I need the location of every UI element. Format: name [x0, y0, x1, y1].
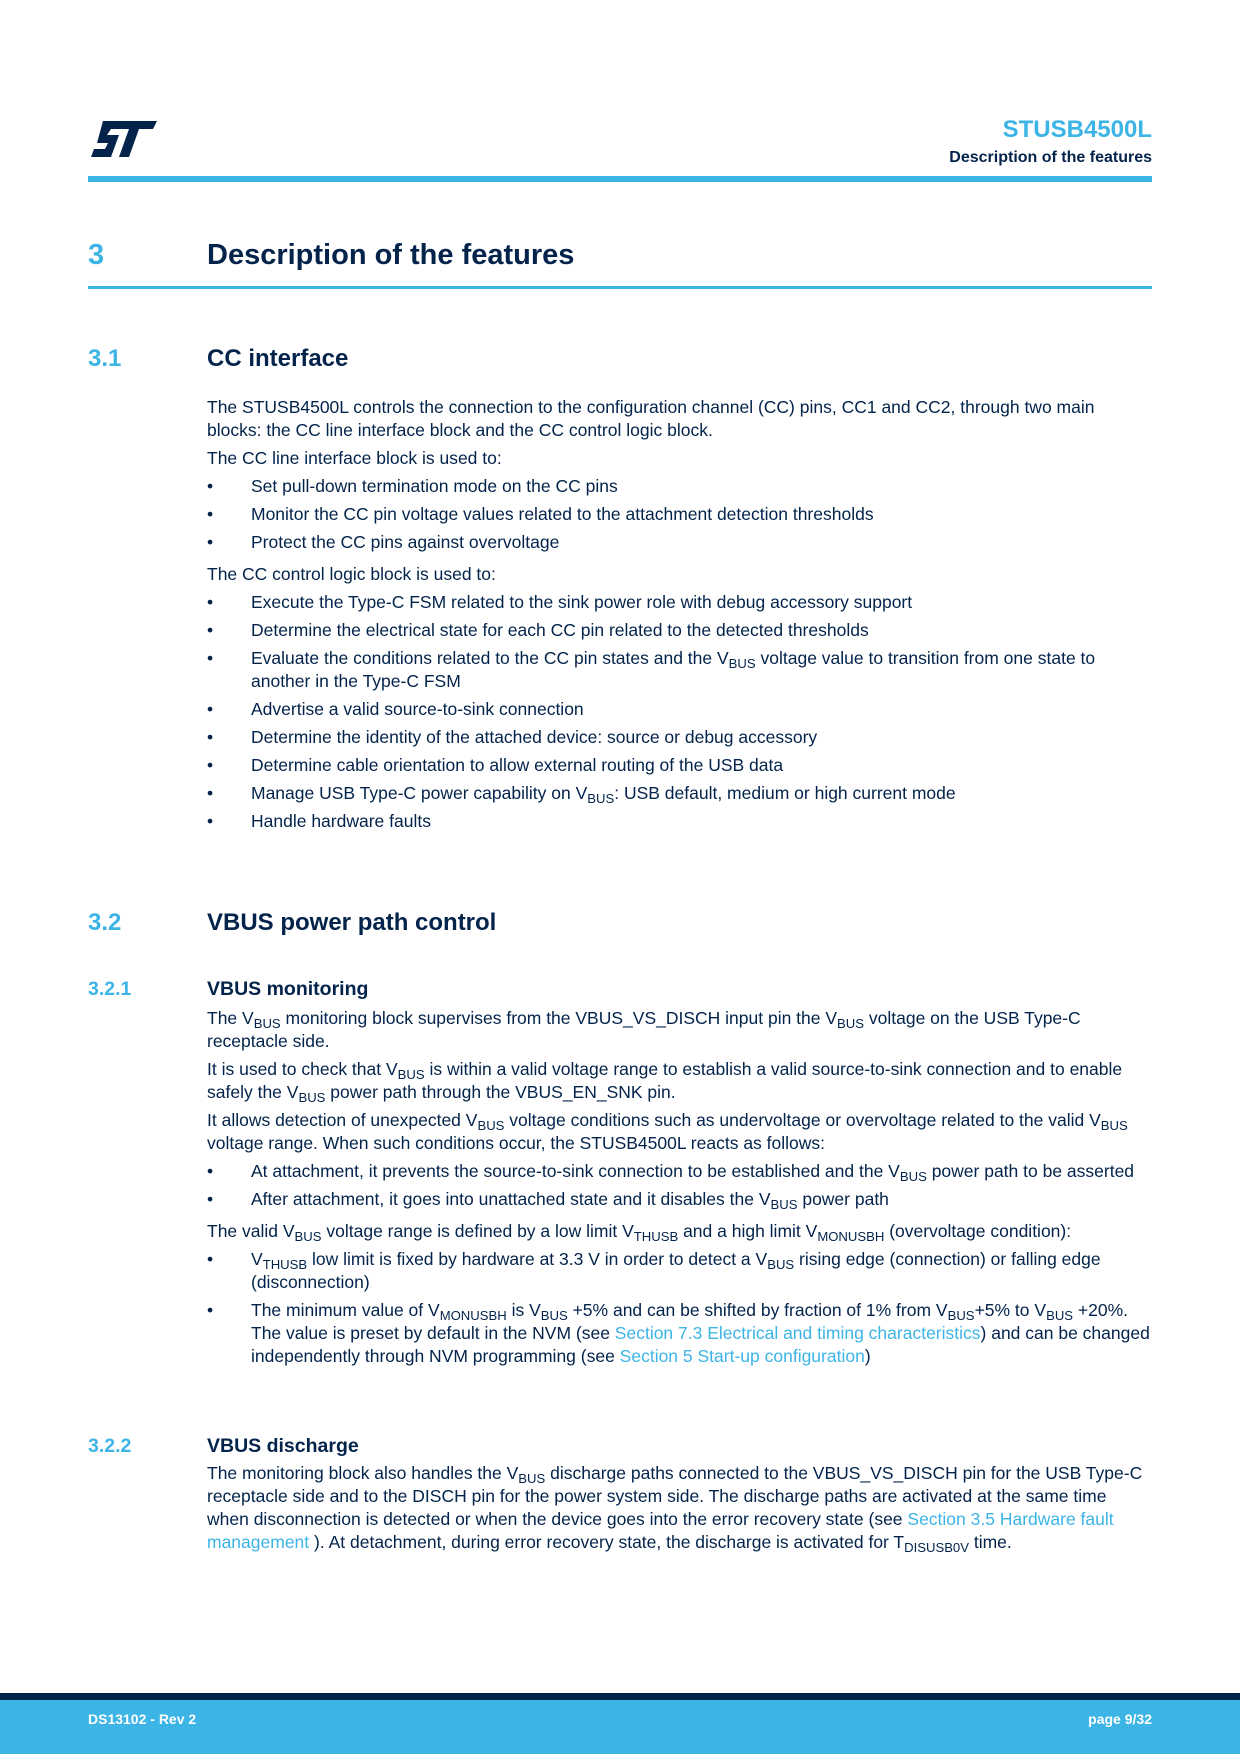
doc-subtitle: Description of the features: [949, 149, 1152, 166]
chapter-number: 3: [88, 239, 105, 271]
bullet-icon: •: [207, 783, 214, 803]
bullet-icon: •: [207, 1161, 214, 1181]
bullet-icon: •: [207, 1249, 214, 1269]
section-3-5-link[interactable]: Section 3.5 Hardware fault management: [207, 1509, 1114, 1552]
bullet-icon: •: [207, 727, 214, 747]
bullet-icon: •: [207, 648, 214, 668]
bullet-icon: •: [207, 1300, 214, 1320]
paragraph: The CC control logic block is used to:: [207, 564, 496, 584]
list-item: • Evaluate the conditions related to the CC pin states and the $V_{BUS}$ voltage value to transition from one state to another in the Type-C FSM: [207, 648, 1096, 691]
bullet-list: [207, 1160, 1152, 1211]
doc-title: STUSB4500L: [1002, 116, 1152, 143]
section-title: VBUS power path control: [207, 909, 497, 936]
paragraph: The valid $V_{BUS}$ voltage range is defined by a low limit $V_{THUSB}$ and a high limit $V_{MONUSBH}$ (overvoltage condition):: [207, 1221, 1072, 1244]
bullet-icon: •: [207, 1189, 214, 1209]
list-item: • Determine the identity of the attached device: source or debug accessory: [207, 727, 818, 747]
section-body-3-1: [207, 396, 1152, 842]
list-item: • $V_{THUSB}$ low limit is fixed by hardware at 3.3 V in order to detect a $V_{BUS}$ rising edge (connection) or falling edge (disconnection): [207, 1249, 1101, 1292]
section-title: VBUS monitoring: [207, 978, 369, 1000]
bullet-icon: •: [207, 504, 214, 524]
list-item: • Handle hardware faults: [207, 811, 431, 831]
section-title: VBUS discharge: [207, 1435, 359, 1457]
doc-id: DS13102 - Rev 2: [88, 1711, 197, 1727]
bullet-icon: •: [207, 620, 214, 640]
list-item: • After attachment, it goes into unattached state and it disables the $V_{BUS}$ power path: [207, 1189, 889, 1212]
list-item: • Monitor the CC pin voltage values related to the attachment detection thresholds: [207, 504, 874, 524]
section-number: 3.2.1: [88, 978, 132, 1000]
page-number: page 9/32: [1088, 1711, 1152, 1727]
bullet-list: [207, 591, 1152, 833]
bullet-list: [207, 475, 1152, 554]
section-7-3-link[interactable]: Section 7.3 Electrical and timing characteristics: [614, 1323, 981, 1343]
list-item: • Advertise a valid source-to-sink connection: [207, 699, 584, 719]
bullet-icon: •: [207, 592, 214, 612]
section-title: CC interface: [207, 345, 349, 372]
list-item: • Protect the CC pins against overvoltage: [207, 532, 560, 552]
paragraph: The monitoring block also handles the $V_{BUS}$ discharge paths connected to the VBUS_VS_DISCH pin for the USB Type-C receptacle side and to the DISCH pin for the power system side. The discharge paths are activated at the same time when disconnection is detected or when the device goes into the error recovery state (see Section 3.5 Hardware fault management ). At detachment, during error recovery state, the discharge is activated for $T_{DISUSB0V}$ time.: [207, 1463, 1143, 1555]
section-number: 3.1: [88, 345, 122, 372]
list-item: • Execute the Type-C FSM related to the sink power role with debug accessory support: [207, 592, 913, 612]
st-logo: [89, 119, 159, 159]
chapter-heading: [88, 236, 1152, 289]
paragraph: The $V_{BUS}$ monitoring block supervises from the VBUS_VS_DISCH input pin the $V_{BUS}$ voltage on the USB Type-C receptacle side.: [207, 1008, 1081, 1051]
bullet-icon: •: [207, 532, 214, 552]
section-body-3-2-2: [207, 1462, 1152, 1559]
list-item: • Manage USB Type-C power capability on $V_{BUS}$: USB default, medium or high current mode: [207, 783, 956, 806]
header-rule: [88, 176, 1152, 182]
paragraph: It is used to check that $V_{BUS}$ is within a valid voltage range to establish a valid source-to-sink connection and to enable safely the $V_{BUS}$ power path through the VBUS_EN_SNK pin.: [207, 1059, 1123, 1105]
bullet-icon: •: [207, 476, 214, 496]
bullet-icon: •: [207, 699, 214, 719]
paragraph: The CC line interface block is used to:: [207, 448, 502, 468]
footer: [0, 1700, 1240, 1754]
list-item: • At attachment, it prevents the source-to-sink connection to be established and the $V_{BUS}$ power path to be asserted: [207, 1161, 1135, 1184]
section-body-3-2-1: [207, 1007, 1152, 1377]
list-item: • Determine cable orientation to allow external routing of the USB data: [207, 755, 784, 775]
chapter-title: Description of the features: [207, 239, 575, 271]
section-5-link[interactable]: Section 5 Start-up configuration: [619, 1346, 865, 1366]
bullet-icon: •: [207, 755, 214, 775]
section-number: 3.2: [88, 909, 122, 936]
section-number: 3.2.2: [88, 1435, 132, 1457]
list-item: • Determine the electrical state for each CC pin related to the detected thresholds: [207, 620, 869, 640]
paragraph: It allows detection of unexpected $V_{BUS}$ voltage conditions such as undervoltage or overvoltage related to the valid $V_{BUS}$ voltage range. When such conditions occur, the STUSB4500L reacts as follows:: [207, 1110, 1128, 1153]
bullet-list: [207, 1248, 1152, 1368]
paragraph: The STUSB4500L controls the connection to the configuration channel (CC) pins, CC1 and CC2, through two main blocks: the CC line interface block and the CC control logic block.: [207, 397, 1095, 440]
footer-rule: [0, 1693, 1240, 1700]
bullet-icon: •: [207, 811, 214, 831]
list-item: • Set pull-down termination mode on the CC pins: [207, 476, 618, 496]
list-item: • The minimum value of $V_{MONUSBH}$ is $V_{BUS} +5\%$ and can be shifted by fraction of 1% from $V_{BUS}+5\%$ to $V_{BUS} +20\%$. The value is preset by default in the NVM (see Section 7.3 Electrical and timing characteristics) and can be changed independently through NVM programming (see Section 5 Start-up configuration): [207, 1300, 1150, 1366]
header-right: [949, 116, 1152, 167]
